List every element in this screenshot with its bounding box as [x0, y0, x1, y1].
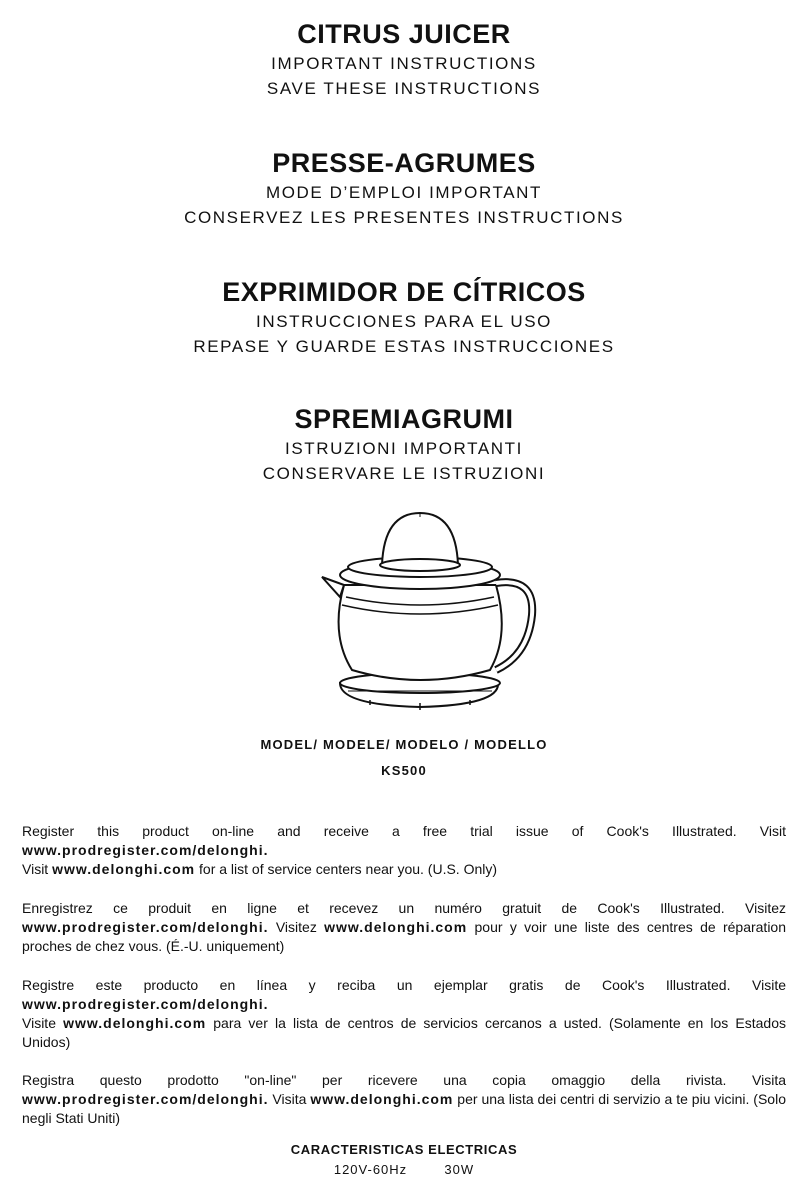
register-it-link[interactable]: www.prodregister.com/delonghi.: [22, 1091, 269, 1107]
model-number: KS500: [381, 763, 427, 778]
register-en: [22, 822, 786, 879]
electrical-title: CARACTERISTICAS ELECTRICAS: [290, 1142, 518, 1157]
register-es-text: Registre este producto en línea y reciba un ejemplar gratis de Cook's Illustrated. Visite: [22, 977, 786, 993]
delonghi-en-link[interactable]: www.delonghi.com: [52, 861, 196, 877]
voltage-value: 120V-60Hz: [333, 1162, 408, 1177]
section-it: [0, 402, 808, 486]
register-it: [22, 1071, 786, 1128]
register-en-text-3: for a list of service centers near you. (U.S. Only): [195, 861, 498, 877]
subtitle-fr-2: CONSERVEZ LES PRESENTES INSTRUCTIONS: [184, 208, 624, 227]
subtitle-it-2: CONSERVARE LE ISTRUZIONI: [262, 464, 546, 483]
register-es-text-3: para ver la lista de centros de servicios cercanos a usted. (Solamente en los Estados Unidos): [22, 1015, 787, 1050]
register-en-link[interactable]: www.prodregister.com/delonghi.: [22, 842, 269, 858]
title-es: EXPRIMIDOR DE CÍTRICOS: [222, 277, 586, 307]
delonghi-it-link[interactable]: www.delonghi.com: [310, 1091, 454, 1107]
register-es-link[interactable]: www.prodregister.com/delonghi.: [22, 996, 269, 1012]
register-es-text-2: Visite: [22, 1015, 64, 1031]
subtitle-en-1: IMPORTANT INSTRUCTIONS: [271, 54, 537, 73]
juicer-illustration: [300, 505, 540, 720]
model-label: MODEL/ MODELE/ MODELO / MODELLO: [260, 737, 548, 752]
section-fr: [0, 146, 808, 230]
register-it-text: Registra questo prodotto "on-line" per ricevere una copia omaggio della rivista. Visita: [22, 1072, 786, 1088]
register-it-text-3: per una lista dei centri di servizio a te piu vicini. (Solo negli Stati Uniti): [22, 1091, 786, 1126]
title-fr: PRESSE-AGRUMES: [272, 148, 536, 178]
register-en-text: Register this product on-line and receive a free trial issue of Cook's Illustrated. Visit: [22, 823, 786, 839]
delonghi-fr-link[interactable]: www.delonghi.com: [324, 919, 468, 935]
section-en: [0, 17, 808, 101]
title-it: SPREMIAGRUMI: [294, 404, 514, 434]
power-value: 30W: [444, 1162, 475, 1177]
register-en-text-2: Visit: [22, 861, 53, 877]
electrical-values: [0, 1162, 808, 1177]
register-fr-text-2: Visitez: [268, 919, 325, 935]
subtitle-es-2: REPASE Y GUARDE ESTAS INSTRUCCIONES: [193, 337, 615, 356]
delonghi-es-link[interactable]: www.delonghi.com: [63, 1015, 207, 1031]
register-es: [22, 976, 786, 1052]
title-en: CITRUS JUICER: [297, 19, 511, 49]
subtitle-it-1: ISTRUZIONI IMPORTANTI: [285, 439, 523, 458]
register-it-text-2: Visita: [268, 1091, 311, 1107]
register-fr-text: Enregistrez ce produit en ligne et recevez un numéro gratuit de Cook's Illustrated. Visitez: [22, 900, 786, 916]
subtitle-es-1: INSTRUCCIONES PARA EL USO: [256, 312, 552, 331]
register-fr: [22, 899, 786, 956]
subtitle-en-2: SAVE THESE INSTRUCTIONS: [266, 79, 542, 98]
section-es: [0, 275, 808, 359]
register-fr-text-3: pour y voir une liste des centres de réparation proches de chez vous. (É.-U. uniquement): [22, 919, 786, 954]
register-fr-link[interactable]: www.prodregister.com/delonghi.: [22, 919, 269, 935]
subtitle-fr-1: MODE D’EMPLOI IMPORTANT: [265, 183, 543, 202]
